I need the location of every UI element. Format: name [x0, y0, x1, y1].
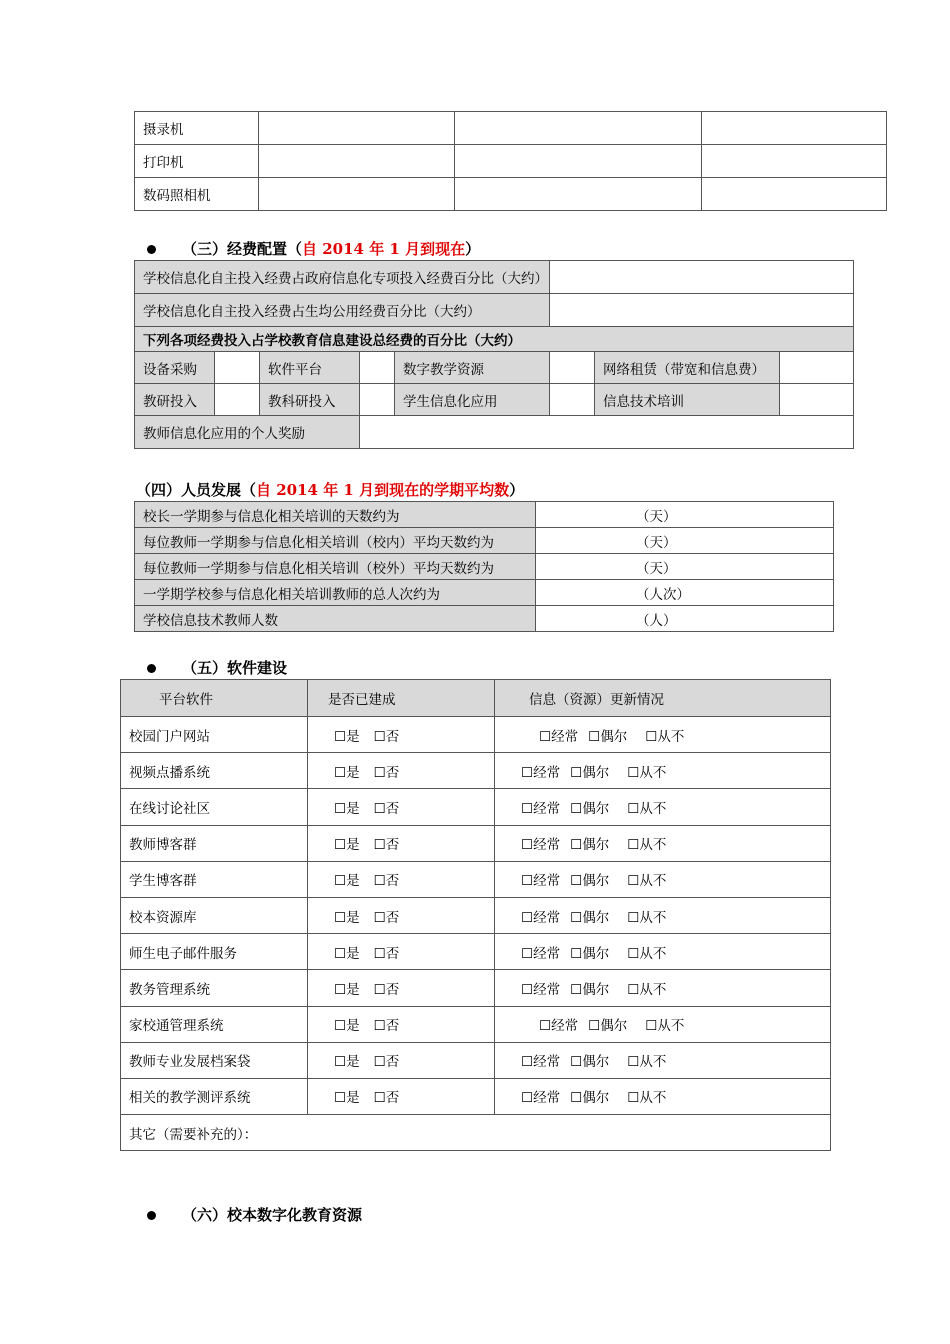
sometimes-checkbox[interactable]: ☐偶尔: [570, 837, 610, 854]
staff-label: 每位教师一学期参与信息化相关培训（校外）平均天数约为: [135, 554, 536, 580]
platform-name: 家校通管理系统: [121, 1006, 308, 1042]
update-options: [495, 789, 831, 825]
unit-cell[interactable]: [536, 580, 834, 606]
staff-label: 每位教师一学期参与信息化相关培训（校内）平均天数约为: [135, 528, 536, 554]
input-cell[interactable]: [259, 178, 455, 211]
equipment-name: 数码照相机: [135, 178, 259, 211]
often-checkbox[interactable]: ☐经常: [521, 1090, 561, 1107]
input-cell[interactable]: [550, 261, 854, 294]
input-cell[interactable]: [360, 352, 395, 384]
input-cell[interactable]: [259, 112, 455, 145]
table-row: [135, 606, 834, 632]
section5-heading: （五）软件建设: [147, 657, 287, 678]
table-row: [121, 717, 831, 753]
table-row: [135, 384, 854, 416]
sometimes-checkbox[interactable]: ☐偶尔: [570, 1054, 610, 1071]
never-checkbox[interactable]: ☐从不: [627, 981, 667, 998]
sometimes-checkbox[interactable]: ☐偶尔: [570, 764, 610, 781]
column-header: 是否已建成: [308, 680, 495, 717]
never-checkbox[interactable]: ☐从不: [627, 1054, 667, 1071]
often-checkbox[interactable]: ☐经常: [521, 764, 561, 781]
table-row: [135, 528, 834, 554]
built-options: [308, 1042, 495, 1078]
software-table: [120, 679, 831, 1151]
equipment-table: [134, 111, 887, 211]
input-cell[interactable]: [360, 416, 854, 449]
staff-label: 学校信息技术教师人数: [135, 606, 536, 632]
built-options: [308, 861, 495, 897]
section4-heading: （四）人员发展（自 2014 年 1 月到现在的学期平均数）: [136, 481, 525, 499]
table-row: [135, 580, 834, 606]
funding-label: 学校信息化自主投入经费占生均公用经费百分比（大约）: [135, 294, 550, 327]
often-checkbox[interactable]: ☐经常: [521, 800, 561, 817]
table-row: [135, 294, 854, 327]
never-checkbox[interactable]: ☐从不: [627, 1090, 667, 1107]
platform-name: 教务管理系统: [121, 970, 308, 1006]
platform-name: 在线讨论社区: [121, 789, 308, 825]
update-options: [495, 1078, 831, 1114]
table-row: [121, 897, 831, 933]
no-checkbox[interactable]: ☐否: [373, 981, 400, 998]
yes-checkbox[interactable]: ☐是: [334, 1090, 360, 1107]
often-checkbox[interactable]: ☐经常: [521, 837, 561, 854]
platform-name: 视频点播系统: [121, 753, 308, 789]
table-row: [121, 1042, 831, 1078]
unit-cell[interactable]: [536, 606, 834, 632]
yes-checkbox[interactable]: ☐是: [334, 1054, 360, 1071]
yes-checkbox[interactable]: ☐是: [334, 800, 360, 817]
yes-checkbox[interactable]: ☐是: [334, 837, 360, 854]
built-options: [308, 897, 495, 933]
table-row: [135, 416, 854, 449]
yes-checkbox[interactable]: ☐是: [334, 909, 360, 926]
unit-label: （天）: [636, 560, 677, 577]
input-cell[interactable]: [702, 145, 887, 178]
funding-item: 软件平台: [260, 352, 360, 384]
platform-name: 校本资源库: [121, 897, 308, 933]
built-options: [308, 970, 495, 1006]
column-header: 平台软件: [121, 680, 308, 717]
table-row: [121, 789, 831, 825]
input-cell[interactable]: [550, 352, 595, 384]
no-checkbox[interactable]: ☐否: [373, 873, 400, 890]
input-cell[interactable]: [455, 112, 702, 145]
sometimes-checkbox[interactable]: ☐偶尔: [570, 800, 610, 817]
sometimes-checkbox[interactable]: ☐偶尔: [588, 1018, 628, 1035]
input-cell[interactable]: [550, 384, 595, 416]
sometimes-checkbox[interactable]: ☐偶尔: [570, 945, 610, 962]
no-checkbox[interactable]: ☐否: [373, 800, 400, 817]
update-options: [495, 897, 831, 933]
sometimes-checkbox[interactable]: ☐偶尔: [570, 909, 610, 926]
column-header: 信息（资源）更新情况: [495, 680, 831, 717]
input-cell[interactable]: [702, 178, 887, 211]
yes-checkbox[interactable]: ☐是: [334, 873, 360, 890]
update-options: [495, 970, 831, 1006]
table-row: [121, 861, 831, 897]
built-options: [308, 934, 495, 970]
funding-item: 教科研投入: [260, 384, 360, 416]
input-cell[interactable]: [780, 352, 854, 384]
often-checkbox[interactable]: ☐经常: [539, 728, 579, 745]
often-checkbox[interactable]: ☐经常: [521, 873, 561, 890]
input-cell[interactable]: [550, 294, 854, 327]
platform-name: 师生电子邮件服务: [121, 934, 308, 970]
often-checkbox[interactable]: ☐经常: [521, 945, 561, 962]
yes-checkbox[interactable]: ☐是: [334, 945, 360, 962]
bullet-icon: [147, 245, 156, 254]
never-checkbox[interactable]: ☐从不: [627, 764, 667, 781]
funding-subheader: 下列各项经费投入占学校教育信息建设总经费的百分比（大约）: [135, 327, 854, 352]
table-header-row: [121, 680, 831, 717]
equipment-name: 摄录机: [135, 112, 259, 145]
often-checkbox[interactable]: ☐经常: [539, 1018, 579, 1035]
input-cell[interactable]: [215, 352, 260, 384]
staff-label: 校长一学期参与信息化相关培训的天数约为: [135, 502, 536, 528]
no-checkbox[interactable]: ☐否: [373, 1054, 400, 1071]
update-options: [495, 934, 831, 970]
input-cell[interactable]: [455, 178, 702, 211]
funding-item: 教师信息化应用的个人奖励: [135, 416, 360, 449]
update-options: [495, 753, 831, 789]
funding-label: 学校信息化自主投入经费占政府信息化专项投入经费百分比（大约）: [135, 261, 550, 294]
sometimes-checkbox[interactable]: ☐偶尔: [588, 728, 628, 745]
input-cell[interactable]: [360, 384, 395, 416]
funding-item: 学生信息化应用: [395, 384, 550, 416]
never-checkbox[interactable]: ☐从不: [645, 1018, 685, 1035]
update-options: [495, 861, 831, 897]
never-checkbox[interactable]: ☐从不: [627, 909, 667, 926]
sometimes-checkbox[interactable]: ☐偶尔: [570, 873, 610, 890]
staff-label: 一学期学校参与信息化相关培训教师的总人次约为: [135, 580, 536, 606]
update-options: [495, 1006, 831, 1042]
input-cell[interactable]: [215, 384, 260, 416]
unit-label: （天）: [636, 508, 677, 525]
platform-name: 相关的教学测评系统: [121, 1078, 308, 1114]
funding-table: [134, 260, 854, 449]
table-row: [135, 178, 887, 211]
table-row: [121, 1006, 831, 1042]
table-row: [135, 261, 854, 294]
platform-name: 学生博客群: [121, 861, 308, 897]
table-row: [121, 753, 831, 789]
no-checkbox[interactable]: ☐否: [373, 1018, 400, 1035]
funding-item: 数字教学资源: [395, 352, 550, 384]
funding-item: 网络租赁（带宽和信息费）: [595, 352, 780, 384]
never-checkbox[interactable]: ☐从不: [627, 945, 667, 962]
unit-cell[interactable]: [536, 554, 834, 580]
built-options: [308, 825, 495, 861]
often-checkbox[interactable]: ☐经常: [521, 909, 561, 926]
yes-checkbox[interactable]: ☐是: [334, 764, 360, 781]
yes-checkbox[interactable]: ☐是: [334, 981, 360, 998]
sometimes-checkbox[interactable]: ☐偶尔: [570, 1090, 610, 1107]
yes-checkbox[interactable]: ☐是: [334, 1018, 360, 1035]
funding-item: 教研投入: [135, 384, 215, 416]
staff-table: [134, 501, 834, 632]
unit-cell[interactable]: [536, 502, 834, 528]
often-checkbox[interactable]: ☐经常: [521, 1054, 561, 1071]
bullet-icon: [147, 664, 156, 673]
never-checkbox[interactable]: ☐从不: [627, 800, 667, 817]
update-options: [495, 1042, 831, 1078]
input-cell[interactable]: [259, 145, 455, 178]
software-rows: [121, 717, 831, 1115]
unit-label: （天）: [636, 534, 677, 551]
never-checkbox[interactable]: ☐从不: [627, 873, 667, 890]
often-checkbox[interactable]: ☐经常: [521, 981, 561, 998]
equipment-name: 打印机: [135, 145, 259, 178]
input-cell[interactable]: [455, 145, 702, 178]
built-options: [308, 789, 495, 825]
no-checkbox[interactable]: ☐否: [373, 945, 400, 962]
platform-name: 教师专业发展档案袋: [121, 1042, 308, 1078]
unit-label: （人）: [636, 612, 677, 629]
no-checkbox[interactable]: ☐否: [373, 728, 400, 745]
built-options: [308, 717, 495, 753]
no-checkbox[interactable]: ☐否: [373, 1090, 400, 1107]
table-row: [121, 1078, 831, 1114]
update-options: [495, 825, 831, 861]
update-options: [495, 717, 831, 753]
sometimes-checkbox[interactable]: ☐偶尔: [570, 981, 610, 998]
table-row: [135, 502, 834, 528]
never-checkbox[interactable]: ☐从不: [645, 728, 685, 745]
table-row: [135, 145, 887, 178]
table-row: [135, 352, 854, 384]
table-row: [121, 934, 831, 970]
yes-checkbox[interactable]: ☐是: [334, 728, 360, 745]
no-checkbox[interactable]: ☐否: [373, 764, 400, 781]
no-checkbox[interactable]: ☐否: [373, 837, 400, 854]
input-cell[interactable]: [702, 112, 887, 145]
built-options: [308, 1006, 495, 1042]
platform-name: 教师博客群: [121, 825, 308, 861]
bullet-icon: [147, 1211, 156, 1220]
other-label[interactable]: 其它（需要补充的）：: [121, 1115, 831, 1151]
built-options: [308, 753, 495, 789]
unit-label: （人次）: [636, 586, 690, 603]
unit-cell[interactable]: [536, 528, 834, 554]
table-row: [121, 970, 831, 1006]
table-row: [135, 554, 834, 580]
table-row: [135, 327, 854, 352]
table-row: [121, 825, 831, 861]
table-row: [135, 112, 887, 145]
table-row: [121, 1115, 831, 1151]
built-options: [308, 1078, 495, 1114]
platform-name: 校园门户网站: [121, 717, 308, 753]
section3-heading: （三）经费配置（自 2014 年 1 月到现在）: [147, 238, 480, 259]
funding-item: 设备采购: [135, 352, 215, 384]
never-checkbox[interactable]: ☐从不: [627, 837, 667, 854]
input-cell[interactable]: [780, 384, 854, 416]
section6-heading: （六）校本数字化教育资源: [147, 1204, 362, 1225]
no-checkbox[interactable]: ☐否: [373, 909, 400, 926]
funding-item: 信息技术培训: [595, 384, 780, 416]
